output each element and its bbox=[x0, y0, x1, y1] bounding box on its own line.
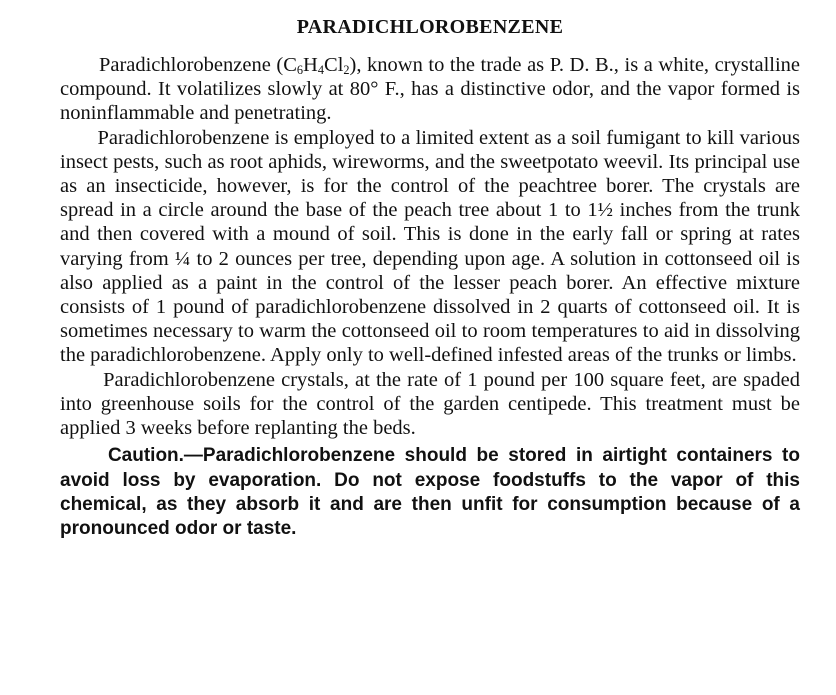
chem-subscript-2: 2 bbox=[343, 63, 350, 78]
paragraph-uses-text: Paradichlorobenzene is employed to a limited extent as a soil fumigant to kill various insect pests, such as root aphids, wireworms, and the sweetpotato weevil. Its principal use as an insecticide, however, is for the control of the peachtree borer. The crystals are spread in a circle around the base of the peach tree about 1 to 1½ inches from the trunk and then covered with a mound of soil. This is done in the early fall or spring at rates varying from ¼ to 2 ounces per tree, depending upon age. A solution in cottonseed oil is also applied as a paint in the control of the lesser peach borer. An effective mixture consists of 1 pound of paradichlorobenzene dissolved in 2 quarts of cottonseed oil. It is sometimes necessary to warm the cottonseed oil to room temperatures to aid in dissolving the paradichlorobenzene. Apply only to well-defined infested areas of the trunks or limbs. bbox=[60, 126, 800, 367]
paragraph-intro bbox=[60, 53, 800, 126]
chem-text-h: H bbox=[303, 54, 318, 76]
paragraph-indent bbox=[60, 127, 97, 149]
paragraph-indent bbox=[60, 445, 108, 466]
paragraph-intro-text: ), known to the trade as P. D. B., is a white, crystalline compound. It volatilizes slowly at 80° F., has a distinctive odor, and the vapor formed is noninflammable and penetrating. bbox=[60, 54, 801, 125]
paragraph-greenhouse-text: Paradichlorobenzene crystals, at the rate of 1 pound per 100 square feet, are spaded into greenhouse soils for the control of the garden centipede. This treatment must be applied 3 weeks before replanting the beds. bbox=[60, 368, 801, 440]
chem-subscript-6: 6 bbox=[296, 63, 304, 78]
chem-text-pre: Paradichlorobenzene (C bbox=[98, 54, 297, 76]
document-page bbox=[60, 14, 800, 542]
chem-text-cl: Cl bbox=[324, 54, 344, 76]
caution-text: Caution.—Paradichlorobenzene should be stored in airtight containers to avoid loss by evaporation. Do not expose foodstuffs to the vapor of this chemical, as they absorb it and are then unfit for consumption because of a pronounced odor or taste. bbox=[60, 445, 800, 540]
caution-notice bbox=[60, 444, 800, 542]
page-title: PARADICHLOROBENZENE bbox=[296, 16, 564, 38]
paragraph-greenhouse bbox=[60, 368, 800, 441]
chem-subscript-4: 4 bbox=[317, 63, 325, 78]
paragraph-uses bbox=[60, 126, 800, 368]
paragraph-indent bbox=[60, 369, 103, 391]
paragraph-indent bbox=[60, 54, 99, 76]
